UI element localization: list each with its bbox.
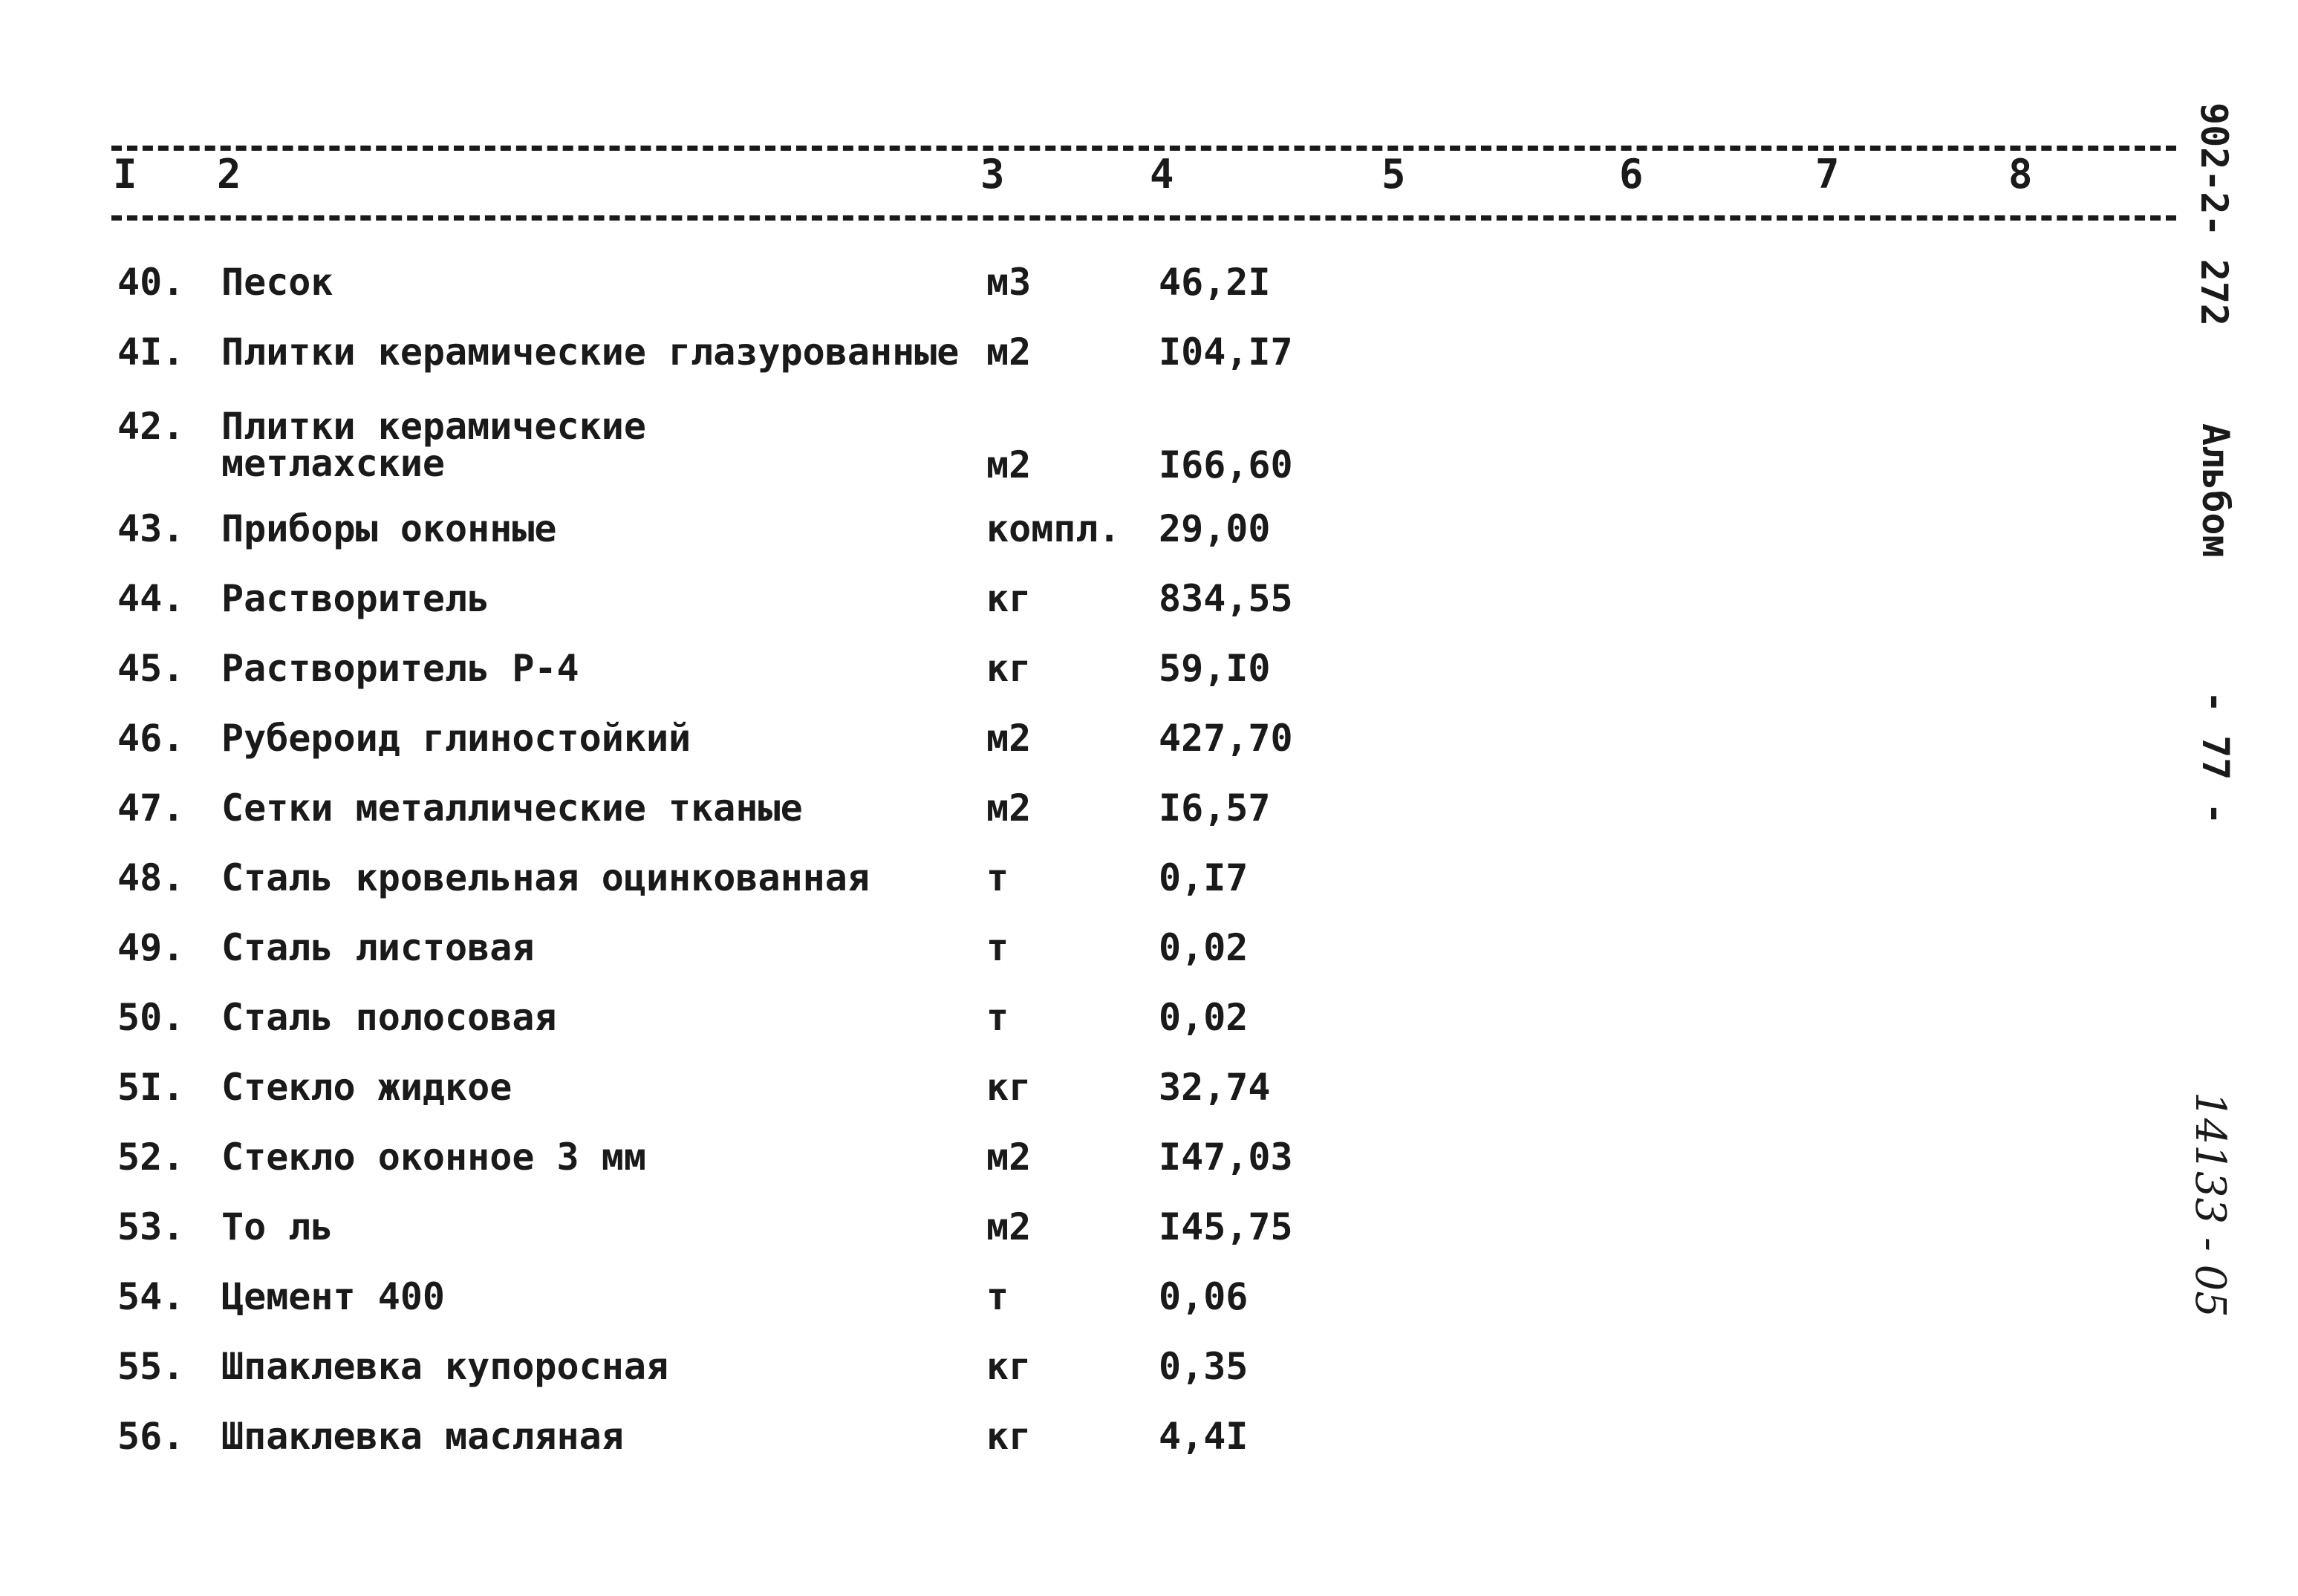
column-header-7: 7 <box>1815 151 1840 198</box>
quantity: 0,02 <box>1159 996 1249 1039</box>
row-number: 45. <box>117 647 185 690</box>
unit: т <box>986 926 1009 969</box>
margin-album-label: Альбом <box>2194 423 2237 558</box>
table-row <box>0 648 1485 717</box>
row-number: 44. <box>117 577 185 620</box>
quantity: I47,03 <box>1159 1136 1293 1179</box>
material-name: Плитки керамические глазурованные <box>221 330 960 374</box>
material-name: Сетки металлические тканые <box>221 786 803 830</box>
material-name: Стекло жидкое <box>221 1066 512 1109</box>
column-header-3: 3 <box>980 151 1005 198</box>
material-name: Песок <box>221 261 333 304</box>
unit: кг <box>986 1415 1032 1458</box>
material-name: Растворитель <box>221 577 490 620</box>
table-row <box>0 857 1485 927</box>
unit: м2 <box>986 443 1032 486</box>
quantity: 0,02 <box>1159 926 1249 969</box>
table-row <box>0 1136 1485 1206</box>
quantity: 834,55 <box>1159 577 1293 620</box>
table-row <box>0 1276 1485 1346</box>
quantity: 427,70 <box>1159 717 1293 760</box>
row-number: 4I. <box>117 330 185 374</box>
material-name: Шпаклевка масляная <box>221 1415 624 1458</box>
table-row <box>0 1416 1485 1485</box>
material-name: То ль <box>221 1205 333 1248</box>
unit: м2 <box>986 786 1032 830</box>
row-number: 46. <box>117 717 185 760</box>
material-name: Приборы оконные <box>221 507 557 550</box>
unit: т <box>986 856 1009 899</box>
unit: компл. <box>986 507 1121 550</box>
unit: кг <box>986 577 1032 620</box>
material-name: Сталь листовая <box>221 926 535 969</box>
material-name: Рубероид глиностойкий <box>221 717 691 760</box>
row-number: 53. <box>117 1205 185 1248</box>
table-row <box>0 717 1485 787</box>
unit: м2 <box>986 1205 1032 1248</box>
material-name: Шпаклевка купоросная <box>221 1345 669 1388</box>
quantity: I45,75 <box>1159 1205 1293 1248</box>
column-header-2: 2 <box>217 151 241 198</box>
table-row <box>0 787 1485 857</box>
row-number: 54. <box>117 1275 185 1318</box>
unit: кг <box>986 1345 1032 1388</box>
quantity: 29,00 <box>1159 507 1271 550</box>
table-row <box>0 405 1485 495</box>
unit: кг <box>986 1066 1032 1109</box>
column-header-6: 6 <box>1619 151 1644 198</box>
material-name: Сталь полосовая <box>221 996 557 1039</box>
column-header-8: 8 <box>2008 151 2033 198</box>
table-row <box>0 1346 1485 1416</box>
unit: м2 <box>986 330 1032 374</box>
row-number: 5I. <box>117 1066 185 1109</box>
table-row <box>0 1066 1485 1136</box>
material-name: Стекло оконное 3 мм <box>221 1136 646 1179</box>
table-row <box>0 997 1485 1066</box>
margin-document-code: 902-2- 272 <box>2193 102 2236 327</box>
row-number: 49. <box>117 926 185 969</box>
unit: т <box>986 1275 1009 1318</box>
header-top-rule <box>111 146 2176 151</box>
quantity: 4,4I <box>1159 1415 1249 1458</box>
table-row <box>0 927 1485 997</box>
row-number: 55. <box>117 1345 185 1388</box>
quantity: I66,60 <box>1159 443 1293 486</box>
row-number: 47. <box>117 786 185 830</box>
table-row <box>0 578 1485 648</box>
unit: м2 <box>986 717 1032 760</box>
quantity: I04,I7 <box>1159 330 1293 374</box>
material-name: Плитки керамические <box>221 405 646 448</box>
unit: т <box>986 996 1009 1039</box>
header-bottom-rule <box>111 215 2176 221</box>
material-name-continued: метлахские <box>221 442 446 485</box>
quantity: I6,57 <box>1159 786 1271 830</box>
row-number: 52. <box>117 1136 185 1179</box>
row-number: 50. <box>117 996 185 1039</box>
column-header-5: 5 <box>1381 151 1406 198</box>
column-header-4: 4 <box>1150 151 1174 198</box>
quantity: 0,I7 <box>1159 856 1249 899</box>
row-number: 42. <box>117 405 185 448</box>
quantity: 59,I0 <box>1159 647 1271 690</box>
unit: м3 <box>986 261 1032 304</box>
row-number: 43. <box>117 507 185 550</box>
quantity: 0,06 <box>1159 1275 1249 1318</box>
material-name: Сталь кровельная оцинкованная <box>221 856 870 899</box>
row-number: 40. <box>117 261 185 304</box>
table-row <box>0 331 1485 401</box>
material-name: Цемент 400 <box>221 1275 446 1318</box>
table-row <box>0 1206 1485 1276</box>
row-number: 56. <box>117 1415 185 1458</box>
margin-page-number: - 77 - <box>2194 691 2237 825</box>
quantity: 32,74 <box>1159 1066 1271 1109</box>
unit: м2 <box>986 1136 1032 1179</box>
unit: кг <box>986 647 1032 690</box>
margin-handwritten-number: 14133 - 05 <box>2186 1092 2234 1317</box>
table-row <box>0 261 1485 331</box>
material-name: Растворитель Р-4 <box>221 647 579 690</box>
quantity: 0,35 <box>1159 1345 1249 1388</box>
column-header-1: I <box>113 151 137 198</box>
row-number: 48. <box>117 856 185 899</box>
quantity: 46,2I <box>1159 261 1271 304</box>
table-row <box>0 508 1485 578</box>
